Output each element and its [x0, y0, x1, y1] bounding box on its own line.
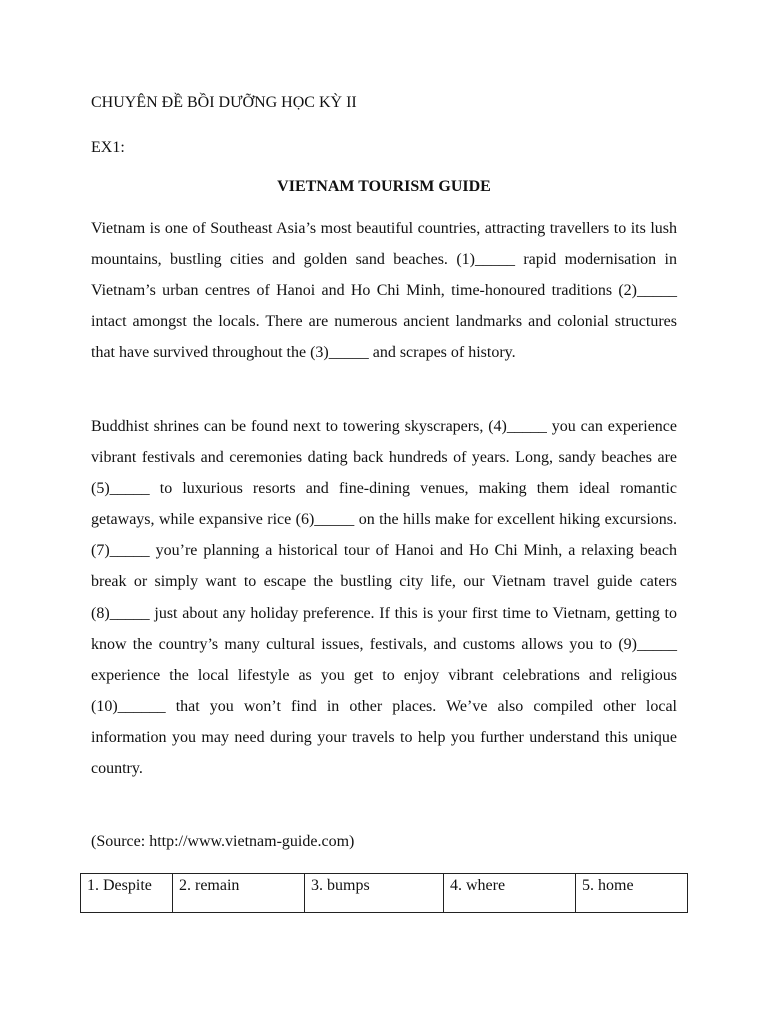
- option-cell: 4. where: [444, 874, 576, 913]
- article-title: VIETNAM TOURISM GUIDE: [277, 178, 491, 195]
- paragraph-2: Buddhist shrines can be found next to towering skyscrapers, (4)_____ you can experience vibrant festivals and ceremonies dating back hundreds of years. Long, sandy beaches are (5)_____ to luxurious resorts and fine-dining venues, making them ideal romantic getaways, while expansive rice (6)_____ on the hills make for excellent hiking excursions. (7)_____ you’re planning a historical tour of Hanoi and Ho Chi Minh, a relaxing beach break or simply want to escape the bustling city life, our Vietnam travel guide caters (8)_____ just about any holiday preference. If this is your first time to Vietnam, getting to know the country’s many cultural issues, festivals, and customs allows you to (9)_____ experience the local lifestyle as you get to enjoy vibrant celebrations and religious (10)______ that you won’t find in other places. We’ve also compiled other local information you may need during your travels to help you further understand this unique country.: [91, 418, 677, 778]
- option-cell: 1. Despite: [81, 874, 173, 913]
- paragraph-1: Vietnam is one of Southeast Asia’s most beautiful countries, attracting travellers to its lush mountains, bustling cities and golden sand beaches. (1)_____ rapid modernisation in Vietnam’s urban centres of Hanoi and Ho Chi Minh, time-honoured traditions (2)_____ intact amongst the locals. There are numerous ancient landmarks and colonial structures that have survived throughout the (3)_____ and scrapes of history.: [91, 220, 677, 362]
- option-cell: 2. remain: [173, 874, 305, 913]
- source-citation: (Source: http://www.vietnam-guide.com): [91, 833, 355, 850]
- options-row: [81, 874, 688, 913]
- answer-options-table: [80, 873, 688, 913]
- topic-heading: CHUYÊN ĐỀ BỒI DƯỠNG HỌC KỲ II: [91, 94, 357, 111]
- option-cell: 3. bumps: [305, 874, 444, 913]
- option-cell: 5. home: [576, 874, 688, 913]
- exercise-label: EX1:: [91, 139, 125, 156]
